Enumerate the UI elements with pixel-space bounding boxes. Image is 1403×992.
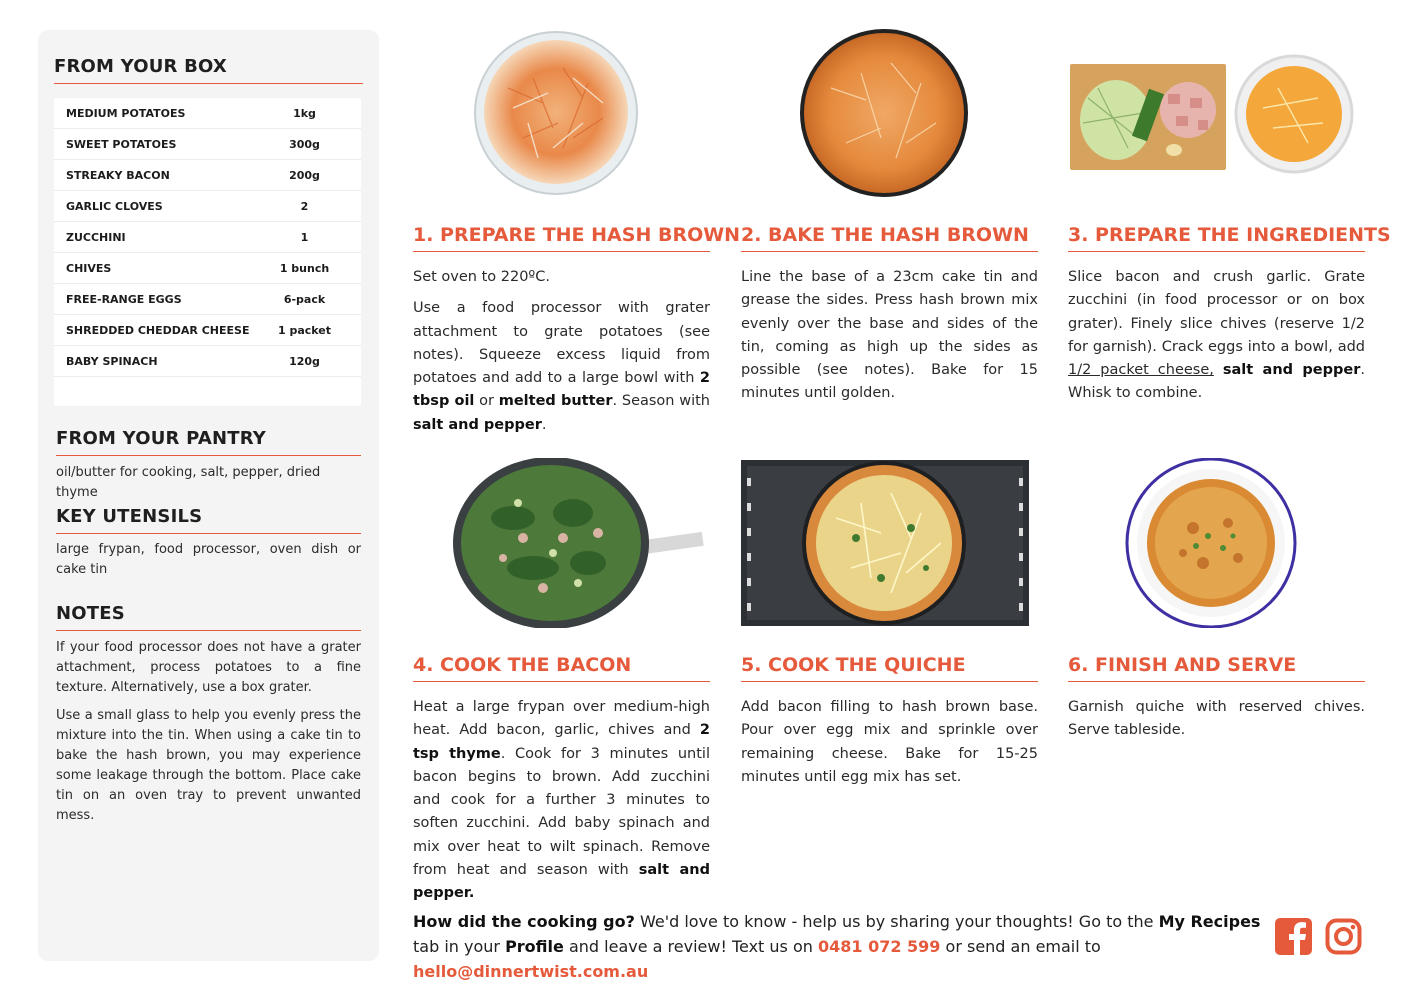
step-paragraph: [1068, 696, 1365, 743]
box-item-name: MEDIUM POTATOES: [66, 106, 186, 120]
bold-text: 2 tbsp oil: [413, 370, 710, 410]
step-1-title: 1. PREPARE THE HASH BROWN: [413, 224, 710, 252]
text-segment: Line the base of a 23cm cake tin and grease the sides. Press hash brown mix evenly over the base and sides of the tin, coming as high up the sides as possible (see notes). Bake for 15 minutes until golden.: [741, 269, 1038, 402]
box-item-qty: 1 packet: [277, 323, 332, 337]
box-item-name: SHREDDED CHEDDAR CHEESE: [66, 323, 250, 337]
box-item-name: FREE-RANGE EGGS: [66, 292, 182, 306]
notes-heading: NOTES: [56, 603, 361, 631]
step-paragraph: [741, 266, 1038, 406]
text-segment: Slice bacon and crush garlic. Grate zucchini (in food processor or on box grater). Finely slice chives (reserve 1/2 for garnish). Crack eggs into a bowl, add: [1068, 269, 1365, 355]
bold-text: 2 tsp thyme: [413, 722, 710, 762]
step-paragraph: [413, 297, 710, 437]
text-segment: Add bacon filling to hash brown base. Pour over egg mix and sprinkle over remaining cheese. Bake for 15-25 minutes until egg mix has set.: [741, 699, 1038, 785]
text-segment: or send an email to: [940, 937, 1101, 956]
text-segment: Heat a large frypan over medium-high heat. Add bacon, garlic, chives and: [413, 699, 710, 739]
text-segment: . Cook for 3 minutes until bacon begins to brown. Add zucchini and cook for a further 3 minutes to soften zucchini. Add baby spinach and mix over heat to wilt spinach. Remove from heat and season with: [413, 745, 710, 879]
box-ingredients-table: [54, 98, 361, 406]
box-table-padding: [54, 377, 361, 406]
text-segment: . Season with: [612, 393, 710, 410]
bold-text: melted butter: [498, 393, 613, 410]
box-item-qty: 1 bunch: [279, 261, 330, 275]
box-item-name: SWEET POTATOES: [66, 137, 177, 151]
step-paragraph: [413, 266, 710, 289]
step-paragraph: [741, 696, 1038, 789]
note-1: If your food processor does not have a grater attachment, process potatoes to a fine texture. Alternatively, use a box grater.: [56, 640, 361, 695]
text-segment: .: [541, 416, 547, 433]
step-6-photo: [1068, 458, 1365, 628]
box-item-row: [54, 315, 361, 346]
contact-link[interactable]: hello@dinnertwist.com.au: [413, 962, 649, 981]
box-item-row: [54, 284, 361, 315]
step-2-title: 2. BAKE THE HASH BROWN: [741, 224, 1038, 252]
step-3-body: [1068, 266, 1365, 414]
box-item-name: STREAKY BACON: [66, 168, 170, 182]
step-5-photo: [741, 458, 1038, 628]
facebook-icon[interactable]: [1275, 918, 1312, 955]
box-heading: FROM YOUR BOX: [54, 56, 363, 84]
box-item-row: [54, 253, 361, 284]
step-5-body: [741, 696, 1038, 797]
box-item-row: [54, 129, 361, 160]
box-item-name: ZUCCHINI: [66, 230, 126, 244]
text-segment: tab in your: [413, 937, 506, 956]
box-item-row: [54, 222, 361, 253]
step-3-title: 3. PREPARE THE INGREDIENTS: [1068, 224, 1365, 252]
pantry-heading: FROM YOUR PANTRY: [56, 428, 361, 456]
utensils-text: large frypan, food processor, oven dish or cake tin: [56, 542, 361, 577]
text-segment: and leave a review! Text us on: [563, 937, 818, 956]
text-segment: [1214, 362, 1223, 378]
step-3-photo: [1068, 28, 1365, 198]
step-1-body: [413, 266, 710, 445]
box-item-row: [54, 191, 361, 222]
text-segment: Use a food processor with grater attachment to grate potatoes (see notes). Squeeze excess liquid from potatoes and add to a large bowl with: [413, 300, 710, 387]
box-item-qty: 1kg: [293, 106, 316, 120]
text-segment: Garnish quiche with reserved chives. Serve tableside.: [1068, 699, 1365, 739]
box-item-name: CHIVES: [66, 261, 112, 275]
bold-text: salt and pepper: [1222, 362, 1361, 379]
box-item-name: GARLIC CLOVES: [66, 199, 163, 213]
box-item-name: BABY SPINACH: [66, 354, 158, 368]
sidebar: [38, 30, 379, 961]
step-2-body: [741, 266, 1038, 414]
bold-text: How did the cooking go?: [413, 912, 635, 931]
step-4-title: 4. COOK THE BACON: [413, 654, 710, 682]
bold-text: My Recipes: [1158, 912, 1261, 931]
box-item-qty: 6-pack: [283, 292, 326, 306]
text-segment: Set oven to 220ºC.: [413, 269, 550, 285]
box-item-row: [54, 160, 361, 191]
instagram-icon[interactable]: [1325, 918, 1362, 955]
text-segment: 1/2 packet cheese,: [1068, 362, 1214, 379]
box-item-qty: 2: [300, 199, 309, 213]
text-segment: We'd love to know - help us by sharing your thoughts! Go to the: [634, 912, 1159, 931]
step-6-title: 6. FINISH AND SERVE: [1068, 654, 1365, 682]
box-item-qty: 200g: [289, 168, 320, 182]
contact-link[interactable]: 0481 072 599: [817, 937, 941, 956]
step-paragraph: [1068, 266, 1365, 406]
bold-text: salt and pepper.: [413, 862, 710, 902]
box-item-row: [54, 346, 361, 377]
notes-list: [56, 638, 361, 834]
text-segment: . Whisk to combine.: [1068, 362, 1365, 402]
bold-text: Profile: [505, 937, 564, 956]
note-2: Use a small glass to help you evenly press the mixture into the tin. When using a cake tin to bake the hash brown, you may experience some leakage through the bottom. Place cake tin on an oven tray to prevent unwanted mess.: [56, 708, 361, 823]
box-item-row: [54, 98, 361, 129]
step-4-body: [413, 696, 710, 914]
step-5-title: 5. COOK THE QUICHE: [741, 654, 1038, 682]
utensils-heading: KEY UTENSILS: [56, 506, 361, 534]
bold-text: salt and pepper: [413, 416, 542, 433]
box-item-qty: 1: [300, 230, 309, 244]
feedback-footer: [413, 909, 1268, 984]
text-segment: or: [474, 393, 499, 410]
box-item-qty: 120g: [289, 354, 320, 368]
step-2-photo: [741, 28, 1038, 198]
step-paragraph: [413, 696, 710, 906]
box-item-qty: 300g: [289, 137, 320, 151]
step-4-photo: [413, 458, 710, 628]
step-6-body: [1068, 696, 1365, 751]
pantry-text: oil/butter for cooking, salt, pepper, dried thyme: [56, 465, 321, 500]
step-1-photo: [413, 28, 710, 198]
